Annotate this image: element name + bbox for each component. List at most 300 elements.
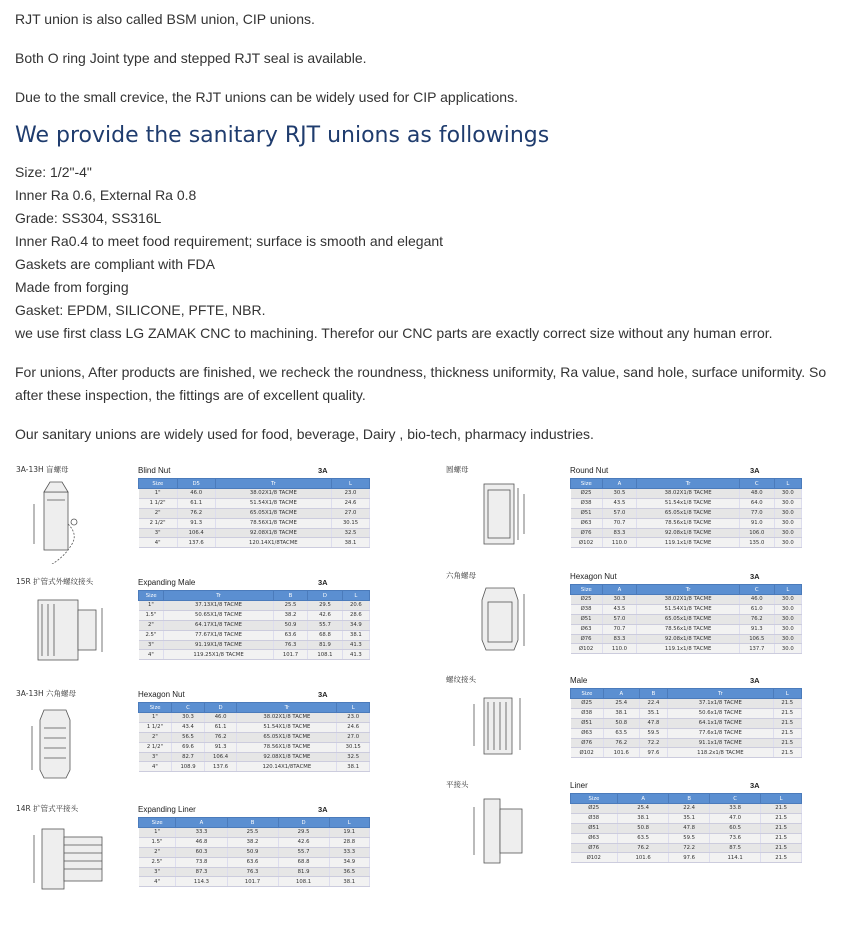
table-cell: 55.7 — [308, 620, 342, 630]
table-cell: 38.02X1/8 TACME — [215, 489, 331, 499]
standard-label: 3A — [318, 690, 328, 699]
table-cell: 61.0 — [739, 604, 774, 614]
spec-list — [15, 161, 835, 345]
table-cell: 68.8 — [308, 630, 342, 640]
spec-line: Made from forging — [15, 279, 129, 295]
table-cell: 21.5 — [773, 718, 801, 728]
table-cell: 69.6 — [172, 742, 205, 752]
product-cn-label: 平接头 — [446, 780, 469, 789]
table-row — [571, 728, 802, 738]
table-cell: 137.6 — [177, 538, 215, 548]
table-cell: 37.1x1/8 TACME — [668, 699, 773, 709]
table-header-cell: L — [774, 479, 801, 489]
table-cell: 33.8 — [709, 804, 760, 814]
table-cell: 30.0 — [774, 595, 801, 605]
table-cell: 78.56x1/8 TACME — [637, 518, 740, 528]
table-cell: 119.25X1/8 TACME — [164, 650, 273, 660]
product-catalog-image — [10, 460, 840, 890]
table-cell: 108.1 — [278, 877, 329, 887]
table-cell: 21.5 — [761, 833, 802, 843]
table-cell: Ø38 — [571, 813, 618, 823]
table-cell: 25.4 — [603, 699, 639, 709]
table-cell: Ø51 — [571, 718, 604, 728]
table-cell: Ø51 — [571, 614, 603, 624]
table-cell: 30.15 — [337, 742, 370, 752]
table-cell: 2 1/2" — [139, 518, 178, 528]
table-cell: 65.05X1/8 TACME — [237, 732, 337, 742]
table-cell: 119.1x1/8 TACME — [637, 538, 740, 548]
applications-paragraph: Our sanitary unions are widely used for food, beverage, Dairy , bio-tech, pharmacy industries. — [15, 426, 594, 442]
table-cell: 38.1 — [332, 538, 370, 548]
table-cell: 4" — [139, 877, 176, 887]
table-cell: 50.6x1/8 TACME — [668, 708, 773, 718]
table-cell: 78.56X1/8 TACME — [215, 518, 331, 528]
table-cell: 27.0 — [332, 508, 370, 518]
table-cell: Ø38 — [571, 708, 604, 718]
table-cell: 110.0 — [602, 538, 637, 548]
table-cell: 41.3 — [342, 650, 369, 660]
table-cell: 65.05X1/8 TACME — [215, 508, 331, 518]
table-cell: 24.6 — [337, 722, 370, 732]
intro-paragraph-1: RJT union is also called BSM union, CIP unions. — [15, 11, 315, 27]
table-cell: 3" — [139, 752, 172, 762]
table-header-cell: A — [602, 479, 637, 489]
table-row — [139, 877, 370, 887]
table-cell: 25.5 — [273, 601, 307, 611]
table-cell: 91.19X1/8 TACME — [164, 640, 273, 650]
table-row — [139, 752, 370, 762]
section-heading: We provide the sanitary RJT unions as followings — [15, 123, 550, 148]
table-cell: 82.7 — [172, 752, 205, 762]
table-row — [571, 748, 802, 758]
table-cell: 22.4 — [639, 699, 667, 709]
table-row — [139, 528, 370, 538]
table-header-cell: L — [337, 703, 370, 713]
table-cell: 46.0 — [177, 489, 215, 499]
table-cell: Ø102 — [571, 538, 603, 548]
table-cell: 33.3 — [176, 828, 227, 838]
table-cell: 2.5" — [139, 857, 176, 867]
table-cell: 23.0 — [332, 489, 370, 499]
table-cell: 38.02X1/8 TACME — [637, 595, 740, 605]
table-cell: Ø63 — [571, 624, 603, 634]
table-cell: 43.5 — [602, 604, 637, 614]
table-row — [571, 498, 802, 508]
table-cell: 28.6 — [342, 610, 369, 620]
table-header-cell: Size — [139, 818, 176, 828]
table-cell: 81.9 — [308, 640, 342, 650]
table-cell: 57.0 — [602, 614, 637, 624]
catalog-block — [440, 566, 840, 671]
table-cell: 2" — [139, 732, 172, 742]
table-cell: 1" — [139, 713, 172, 723]
table-row — [571, 528, 802, 538]
table-header-cell: A — [617, 794, 668, 804]
product-cn-label: 14R 扩管式平接头 — [16, 804, 79, 813]
table-cell: 30.0 — [774, 604, 801, 614]
table-cell: 50.8 — [617, 823, 668, 833]
table-header-cell: B — [227, 818, 278, 828]
table-row — [571, 699, 802, 709]
product-drawing — [444, 580, 554, 670]
table-cell: 48.0 — [739, 489, 774, 499]
table-cell: 63.5 — [603, 728, 639, 738]
product-drawing — [14, 813, 124, 903]
table-header-cell: C — [709, 794, 760, 804]
table-cell: 33.3 — [329, 847, 369, 857]
spec-table — [570, 584, 802, 654]
standard-label: 3A — [750, 676, 760, 685]
product-en-label: Round Nut — [570, 466, 609, 475]
product-en-label: Male — [570, 676, 588, 685]
table-cell: 76.2 — [204, 732, 237, 742]
table-cell: 64.0 — [739, 498, 774, 508]
table-cell: 2" — [139, 508, 178, 518]
table-cell: 2" — [139, 847, 176, 857]
table-row — [571, 604, 802, 614]
table-cell: 51.54X1/8 TACME — [215, 498, 331, 508]
table-row — [571, 489, 802, 499]
product-cn-label: 螺纹接头 — [446, 675, 476, 684]
table-row — [139, 857, 370, 867]
table-cell: 106.5 — [739, 634, 774, 644]
table-cell: 46.0 — [739, 595, 774, 605]
spec-line: Grade: SS304, SS316L — [15, 210, 162, 226]
table-cell: 77.67X1/8 TACME — [164, 630, 273, 640]
spec-table — [570, 793, 802, 863]
table-cell: Ø76 — [571, 634, 603, 644]
product-cn-label: 圆螺母 — [446, 465, 469, 474]
product-drawing — [14, 474, 124, 564]
table-cell: 38.02X1/8 TACME — [237, 713, 337, 723]
table-row — [571, 804, 802, 814]
table-cell: 73.8 — [176, 857, 227, 867]
table-row — [571, 823, 802, 833]
product-drawing — [14, 586, 124, 676]
table-cell: Ø25 — [571, 804, 618, 814]
table-cell: 76.2 — [739, 614, 774, 624]
table-cell: 97.6 — [669, 853, 710, 863]
table-cell: 21.5 — [761, 823, 802, 833]
table-cell: 76.3 — [273, 640, 307, 650]
table-cell: 70.7 — [602, 624, 637, 634]
table-cell: Ø25 — [571, 489, 603, 499]
table-cell: 29.5 — [308, 601, 342, 611]
table-cell: 76.2 — [177, 508, 215, 518]
spec-line: Gasket: EPDM, SILICONE, PFTE, NBR. — [15, 302, 266, 318]
table-cell: 61.1 — [177, 498, 215, 508]
table-cell: Ø51 — [571, 508, 603, 518]
table-cell: 30.0 — [774, 528, 801, 538]
table-cell: 46.8 — [176, 837, 227, 847]
table-header-cell: D — [308, 591, 342, 601]
intro-paragraph-3: Due to the small crevice, the RJT unions can be widely used for CIP applications. — [15, 89, 518, 105]
spec-table — [138, 478, 370, 548]
product-en-label: Expanding Male — [138, 578, 196, 587]
table-row — [139, 489, 370, 499]
table-cell: 34.9 — [342, 620, 369, 630]
table-cell: 4" — [139, 650, 164, 660]
spec-line: Inner Ra0.4 to meet food requirement; surface is smooth and elegant — [15, 233, 444, 249]
table-cell: 1" — [139, 828, 176, 838]
table-cell: 76.2 — [603, 738, 639, 748]
table-cell: 50.8 — [603, 718, 639, 728]
table-cell: 20.6 — [342, 601, 369, 611]
table-cell: 135.0 — [739, 538, 774, 548]
table-cell: 92.08x1/8 TACME — [637, 528, 740, 538]
table-header-cell: Tr — [668, 689, 773, 699]
table-cell: Ø102 — [571, 853, 618, 863]
table-cell: 63.5 — [617, 833, 668, 843]
table-cell: 51.54X1/8 TACME — [237, 722, 337, 732]
table-cell: 50.9 — [227, 847, 278, 857]
table-cell: 21.5 — [761, 813, 802, 823]
product-en-label: Blind Nut — [138, 466, 171, 475]
table-cell: 21.5 — [773, 728, 801, 738]
table-header-cell: Tr — [164, 591, 273, 601]
table-cell: 78.56x1/8 TACME — [637, 624, 740, 634]
table-row — [139, 847, 370, 857]
table-cell: 47.8 — [639, 718, 667, 728]
table-cell: 30.0 — [774, 614, 801, 624]
table-cell: Ø102 — [571, 644, 603, 654]
standard-label: 3A — [318, 578, 328, 587]
table-header-cell: Tr — [215, 479, 331, 489]
table-cell: 30.3 — [602, 595, 637, 605]
table-row — [571, 508, 802, 518]
table-header-cell: D — [278, 818, 329, 828]
table-cell: 50.65X1/8 TACME — [164, 610, 273, 620]
table-header-cell: Size — [571, 479, 603, 489]
table-cell: 1.5" — [139, 837, 176, 847]
table-header-cell: L — [761, 794, 802, 804]
table-header-cell: Size — [571, 689, 604, 699]
table-row — [571, 624, 802, 634]
table-cell: 38.1 — [342, 630, 369, 640]
spec-table — [138, 817, 370, 887]
table-cell: 32.5 — [332, 528, 370, 538]
spec-line: Inner Ra 0.6, External Ra 0.8 — [15, 187, 197, 203]
table-cell: 21.5 — [773, 699, 801, 709]
table-cell: 3" — [139, 867, 176, 877]
table-cell: 35.1 — [669, 813, 710, 823]
table-cell: 57.0 — [602, 508, 637, 518]
table-cell: Ø25 — [571, 699, 604, 709]
table-row — [571, 738, 802, 748]
product-cn-label: 3A-13H 六角螺母 — [16, 689, 77, 698]
table-cell: 30.0 — [774, 634, 801, 644]
catalog-block — [440, 460, 840, 565]
table-header-cell: L — [342, 591, 369, 601]
table-header-cell: L — [774, 585, 801, 595]
table-row — [571, 518, 802, 528]
table-cell: 21.5 — [761, 853, 802, 863]
spec-line: we use first class LG ZAMAK CNC to machining. Therefor our CNC parts are exactly correct size without any human error. — [15, 325, 773, 341]
table-cell: Ø63 — [571, 518, 603, 528]
table-cell: Ø63 — [571, 728, 604, 738]
product-drawing — [14, 698, 124, 788]
table-header-cell: A — [176, 818, 227, 828]
table-row — [139, 601, 370, 611]
table-cell: Ø76 — [571, 843, 618, 853]
table-cell: Ø38 — [571, 498, 603, 508]
table-cell: 24.6 — [332, 498, 370, 508]
table-cell: 97.6 — [639, 748, 667, 758]
table-cell: 137.6 — [204, 762, 237, 772]
table-header-cell: D — [204, 703, 237, 713]
table-cell: Ø102 — [571, 748, 604, 758]
product-en-label: Hexagon Nut — [138, 690, 185, 699]
table-cell: 2" — [139, 620, 164, 630]
table-row — [139, 538, 370, 548]
product-cn-label: 15R 扩管式外螺纹接头 — [16, 577, 94, 586]
table-header-cell: B — [639, 689, 667, 699]
table-cell: 55.7 — [278, 847, 329, 857]
table-cell: 60.3 — [176, 847, 227, 857]
table-cell: 32.5 — [337, 752, 370, 762]
table-cell: 30.0 — [774, 508, 801, 518]
spec-table — [138, 590, 370, 660]
catalog-block — [10, 684, 410, 789]
table-cell: 77.0 — [739, 508, 774, 518]
table-row — [571, 833, 802, 843]
table-cell: 30.0 — [774, 518, 801, 528]
table-cell: 38.2 — [227, 837, 278, 847]
table-row — [139, 630, 370, 640]
table-header-cell: Tr — [237, 703, 337, 713]
table-cell: 73.6 — [709, 833, 760, 843]
table-cell: 29.5 — [278, 828, 329, 838]
spec-table — [570, 478, 802, 548]
table-row — [571, 853, 802, 863]
table-cell: 106.4 — [177, 528, 215, 538]
table-row — [139, 498, 370, 508]
table-cell: 91.3 — [204, 742, 237, 752]
table-cell: 30.5 — [602, 489, 637, 499]
table-cell: 27.0 — [337, 732, 370, 742]
product-en-label: Liner — [570, 781, 588, 790]
table-row — [139, 828, 370, 838]
table-row — [571, 813, 802, 823]
table-row — [139, 508, 370, 518]
table-cell: 120.14X1/8TACME — [237, 762, 337, 772]
inspection-paragraph: For unions, After products are finished, we recheck the roundness, thickness uniformity, Ra value, sand hole, surface uniformity. So after these inspection, the fittings are of excellent quality. — [15, 364, 827, 403]
table-cell: 108.9 — [172, 762, 205, 772]
table-row — [571, 634, 802, 644]
table-row — [571, 595, 802, 605]
table-cell: 91.3 — [739, 624, 774, 634]
table-cell: 21.5 — [761, 804, 802, 814]
table-cell: 61.1 — [204, 722, 237, 732]
table-cell: 1" — [139, 489, 178, 499]
standard-label: 3A — [750, 466, 760, 475]
table-cell: 2.5" — [139, 630, 164, 640]
table-cell: 50.9 — [273, 620, 307, 630]
table-header-cell: C — [739, 479, 774, 489]
spec-line: Gaskets are compliant with FDA — [15, 256, 215, 272]
product-drawing — [444, 474, 554, 564]
catalog-block — [10, 460, 410, 565]
table-cell: 30.0 — [774, 498, 801, 508]
table-row — [139, 610, 370, 620]
table-cell: 21.5 — [773, 748, 801, 758]
table-cell: 30.0 — [774, 538, 801, 548]
table-cell: 137.7 — [739, 644, 774, 654]
catalog-block — [10, 799, 410, 904]
table-cell: 87.5 — [709, 843, 760, 853]
table-cell: 47.8 — [669, 823, 710, 833]
table-row — [571, 708, 802, 718]
table-cell: 3" — [139, 528, 178, 538]
table-cell: 21.5 — [761, 843, 802, 853]
table-header-cell: L — [329, 818, 369, 828]
table-cell: 25.4 — [617, 804, 668, 814]
table-cell: 56.5 — [172, 732, 205, 742]
table-cell: 42.6 — [308, 610, 342, 620]
table-cell: 35.1 — [639, 708, 667, 718]
table-row — [571, 538, 802, 548]
table-cell: 101.7 — [227, 877, 278, 887]
table-header-cell: Size — [139, 591, 164, 601]
table-cell: 101.7 — [273, 650, 307, 660]
table-cell: 4" — [139, 762, 172, 772]
table-cell: 21.5 — [773, 708, 801, 718]
table-header-cell: C — [739, 585, 774, 595]
table-cell: 30.0 — [774, 624, 801, 634]
table-cell: 38.2 — [273, 610, 307, 620]
table-cell: 38.1 — [329, 877, 369, 887]
product-cn-label: 六角螺母 — [446, 571, 476, 580]
table-header-cell: C — [172, 703, 205, 713]
table-cell: 43.4 — [172, 722, 205, 732]
table-cell: 37.13X1/8 TACME — [164, 601, 273, 611]
table-header-cell: Size — [139, 703, 172, 713]
table-header-cell: Size — [139, 479, 178, 489]
table-cell: 114.3 — [176, 877, 227, 887]
catalog-block — [440, 670, 840, 775]
table-row — [139, 722, 370, 732]
table-cell: 30.0 — [774, 644, 801, 654]
table-header-cell: A — [603, 689, 639, 699]
table-cell: 42.6 — [278, 837, 329, 847]
table-row — [139, 713, 370, 723]
table-cell: 19.1 — [329, 828, 369, 838]
table-cell: 77.6x1/8 TACME — [668, 728, 773, 738]
table-cell: 106.0 — [739, 528, 774, 538]
table-cell: 108.1 — [308, 650, 342, 660]
table-cell: 64.17X1/8 TACME — [164, 620, 273, 630]
table-cell: 76.3 — [227, 867, 278, 877]
product-en-label: Hexagon Nut — [570, 572, 617, 581]
standard-label: 3A — [318, 466, 328, 475]
table-cell: 30.3 — [172, 713, 205, 723]
table-row — [139, 732, 370, 742]
table-cell: 83.3 — [602, 634, 637, 644]
table-header-cell: Tr — [637, 585, 740, 595]
table-row — [139, 762, 370, 772]
table-cell: 47.0 — [709, 813, 760, 823]
table-cell: 81.9 — [278, 867, 329, 877]
table-row — [571, 843, 802, 853]
table-cell: 4" — [139, 538, 178, 548]
table-header-cell: Tr — [637, 479, 740, 489]
table-cell: 91.1x1/8 TACME — [668, 738, 773, 748]
table-cell: 28.8 — [329, 837, 369, 847]
table-cell: 36.5 — [329, 867, 369, 877]
table-cell: 91.0 — [739, 518, 774, 528]
intro-paragraph-2: Both O ring Joint type and stepped RJT seal is available. — [15, 50, 367, 66]
table-cell: 114.1 — [709, 853, 760, 863]
